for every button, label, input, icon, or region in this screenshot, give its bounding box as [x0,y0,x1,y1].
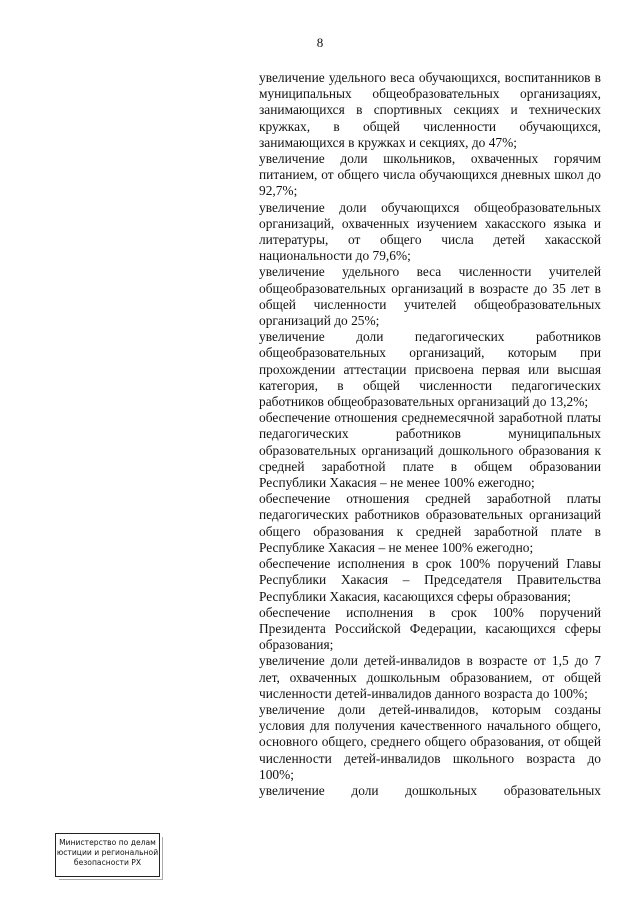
stamp-line-3: безопасности РХ [73,858,142,867]
paragraph-1: увеличение удельного веса обучающихся, воспитанников в муниципальных общеобразовательных организациях, занимающихся в спортивных секциях и технических кружках, в общей численности обучающихся, занимающихся в кружках и секциях, до 47%; [259,70,601,150]
paragraph-10: увеличение доли детей-инвалидов в возрасте от 1,5 до 7 лет, охваченных дошкольным образованием, от общей численности детей-инвалидов данного возраста до 100%; [259,653,601,701]
stamp-line-2: юстиции и региональной [56,848,159,857]
paragraph-7: обеспечение отношения средней заработной платы педагогических работников образовательных организаций общего образования к средней заработной плате в Республике Хакасия – не менее 100% ежегодно; [259,491,601,555]
paragraph-2: увеличение доли школьников, охваченных горячим питанием, от общего числа обучающихся дневных школ до 92,7%; [259,151,601,199]
paragraph-5: увеличение доли педагогических работников общеобразовательных организаций, которым при прохождении аттестации присвоена первая или высшая категория, в общей численности педагогических работников общеобразовательных организаций до 13,2%; [259,329,601,410]
stamp-line-1: Министерство по делам [59,838,156,847]
page-number: 8 [316,35,324,50]
document-body [259,70,601,799]
paragraph-8: обеспечение исполнения в срок 100% поручений Главы Республики Хакасия – Председателя Правительства Республики Хакасия, касающихся сферы образования; [259,556,601,604]
paragraph-11: увеличение доли детей-инвалидов, которым созданы условия для получения качественного начального общего, основного общего, среднего общего образования, от общей численности детей-инвалидов школьного возраста до 100%; [259,701,601,782]
paragraph-6: обеспечение отношения среднемесячной заработной платы педагогических работников муниципальных образовательных организаций дошкольного образования к средней заработной плате в общем образовании Республики Хакасия – не менее 100% ежегодно; [259,410,601,491]
paragraph-3: увеличение доли обучающихся общеобразовательных организаций, охваченных изучением хакасского языка и литературы, от общего числа детей хакасской национальности до 79,6%; [259,199,601,264]
ministry-stamp [55,833,160,877]
paragraph-9: обеспечение исполнения в срок 100% поручений Президента Российской Федерации, касающихся сферы образования; [259,604,601,653]
paragraph-4: увеличение удельного веса численности учителей общеобразовательных организаций в возрасте до 35 лет в общей численности учителей общеобразовательных организаций до 25%; [259,264,601,329]
paragraph-12: увеличение доли дошкольных образовательных [259,782,601,798]
